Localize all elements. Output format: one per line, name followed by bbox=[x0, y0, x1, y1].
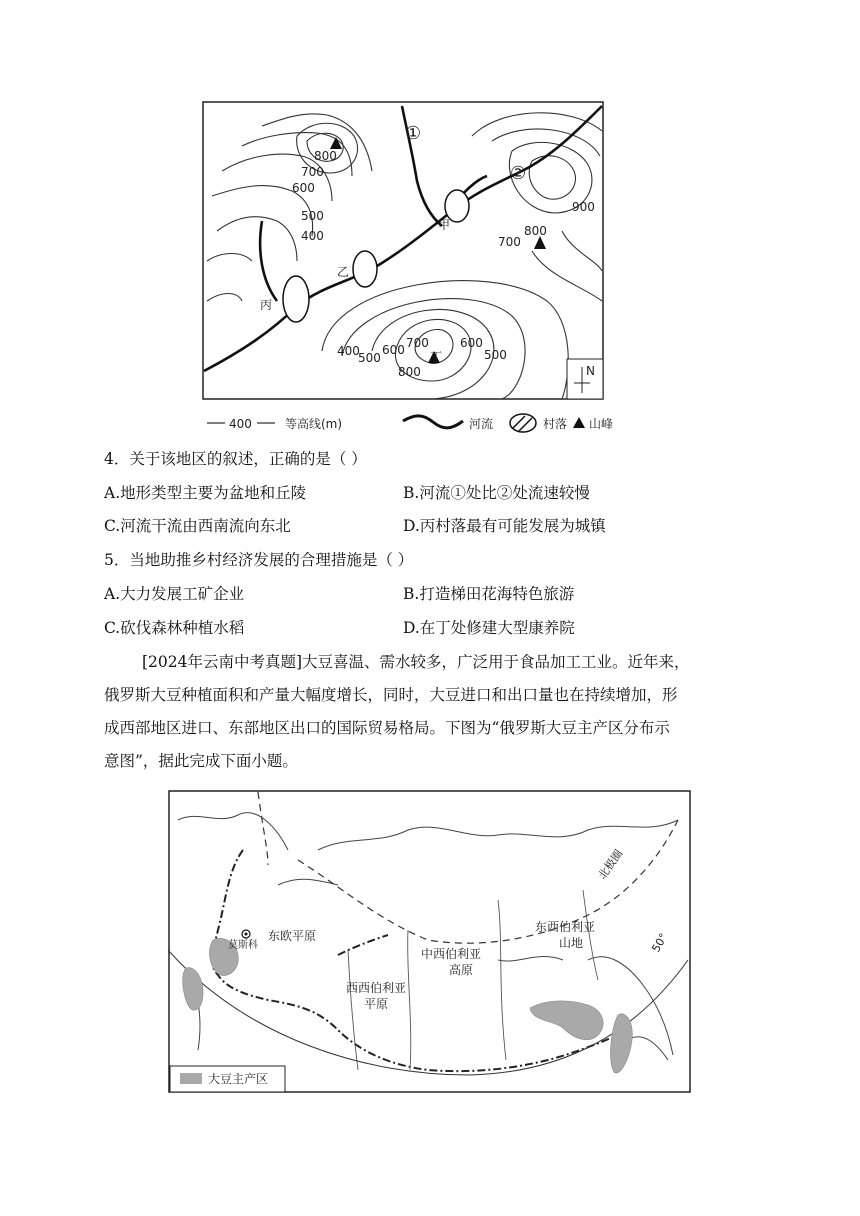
village-label-bing: 丙 bbox=[260, 298, 273, 312]
q5-option-d: D.在丁处修建大型康养院 bbox=[403, 619, 575, 637]
contour-label: 500 bbox=[484, 348, 507, 362]
passage-line: [2024年云南中考真题]大豆喜温、需水较多，广泛用于食品加工工业。近年来， bbox=[142, 653, 690, 671]
contour-label: 400 bbox=[337, 344, 360, 358]
latitude-50-label: 50° bbox=[649, 931, 671, 955]
legend-river-label: 河流 bbox=[469, 417, 494, 431]
peak-icon bbox=[573, 417, 585, 428]
contour-label: 400 bbox=[301, 229, 324, 243]
passage-line: 成西部地区进口、东部地区出口的国际贸易格局。下图为“俄罗斯大豆主产区分布示 bbox=[104, 719, 670, 737]
central-siberia-label-1: 中西伯利亚 bbox=[421, 947, 482, 961]
legend-peak-label: 山峰 bbox=[589, 417, 614, 431]
west-siberia-label-2: 平原 bbox=[364, 997, 389, 1011]
west-siberia-label-1: 西西伯利亚 bbox=[346, 981, 407, 995]
passage-line: 意图”，据此完成下面小题。 bbox=[104, 752, 298, 770]
east-siberia-label-2: 山地 bbox=[559, 936, 584, 950]
village-label-ding: 丁 bbox=[430, 350, 443, 364]
q4-stem: 4．关于该地区的叙述，正确的是（ ） bbox=[104, 450, 367, 468]
moscow-label: 莫斯科 bbox=[228, 940, 258, 951]
topographic-map bbox=[202, 101, 604, 400]
passage-line: 俄罗斯大豆种植面积和产量大幅度增长，同时，大豆进口和出口量也在持续增加，形 bbox=[104, 686, 678, 704]
topo-legend bbox=[205, 412, 665, 438]
q5-option-a: A.大力发展工矿企业 bbox=[104, 585, 245, 603]
contour-label: 600 bbox=[292, 181, 315, 195]
legend-contour-value: 400 bbox=[229, 417, 252, 431]
legend-contour-label: 等高线(m) bbox=[285, 417, 343, 431]
north-label: N bbox=[586, 364, 595, 378]
legend-village-label: 村落 bbox=[543, 417, 568, 431]
contour-label: 800 bbox=[314, 149, 337, 163]
russia-soybean-map bbox=[168, 790, 691, 1093]
east-europe-plain-label: 东欧平原 bbox=[268, 929, 317, 943]
contour-label: 700 bbox=[406, 336, 429, 350]
contour-label: 800 bbox=[398, 365, 421, 379]
village-bing bbox=[283, 276, 309, 322]
north-arrow bbox=[567, 359, 603, 399]
contour-label: 700 bbox=[301, 165, 324, 179]
q4-option-b: B.河流①处比②处流速较慢 bbox=[403, 484, 590, 502]
q5-option-b: B.打造梯田花海特色旅游 bbox=[403, 585, 575, 603]
q4-option-d: D.丙村落最有可能发展为城镇 bbox=[403, 517, 606, 535]
q4-option-a: A.地形类型主要为盆地和丘陵 bbox=[104, 484, 307, 502]
village-label-yi: 乙 bbox=[337, 265, 350, 279]
arctic-circle-label: 北极圈 bbox=[595, 847, 626, 882]
q5-stem: 5．当地助推乡村经济发展的合理措施是（ ） bbox=[104, 551, 414, 569]
q5-option-c: C.砍伐森林种植水稻 bbox=[104, 619, 245, 637]
village-label-jia: 甲 bbox=[438, 218, 451, 232]
contour-label: 600 bbox=[382, 343, 405, 357]
soybean-legend-label: 大豆主产区 bbox=[208, 1072, 269, 1086]
river-label-1: ① bbox=[405, 123, 422, 144]
village-yi bbox=[353, 251, 377, 287]
contour-label: 800 bbox=[524, 224, 547, 238]
contour-label: 500 bbox=[358, 351, 381, 365]
river-label-2: ② bbox=[510, 163, 527, 184]
central-siberia-label-2: 高原 bbox=[449, 963, 474, 977]
contour-label: 700 bbox=[498, 235, 521, 249]
q4-option-c: C.河流干流由西南流向东北 bbox=[104, 517, 291, 535]
contour-label: 900 bbox=[572, 200, 595, 214]
soybean-legend bbox=[170, 1066, 285, 1092]
contour-label: 500 bbox=[301, 209, 324, 223]
passage bbox=[104, 646, 756, 778]
east-siberia-label-1: 东西伯利亚 bbox=[535, 920, 596, 934]
contour-label: 600 bbox=[460, 336, 483, 350]
